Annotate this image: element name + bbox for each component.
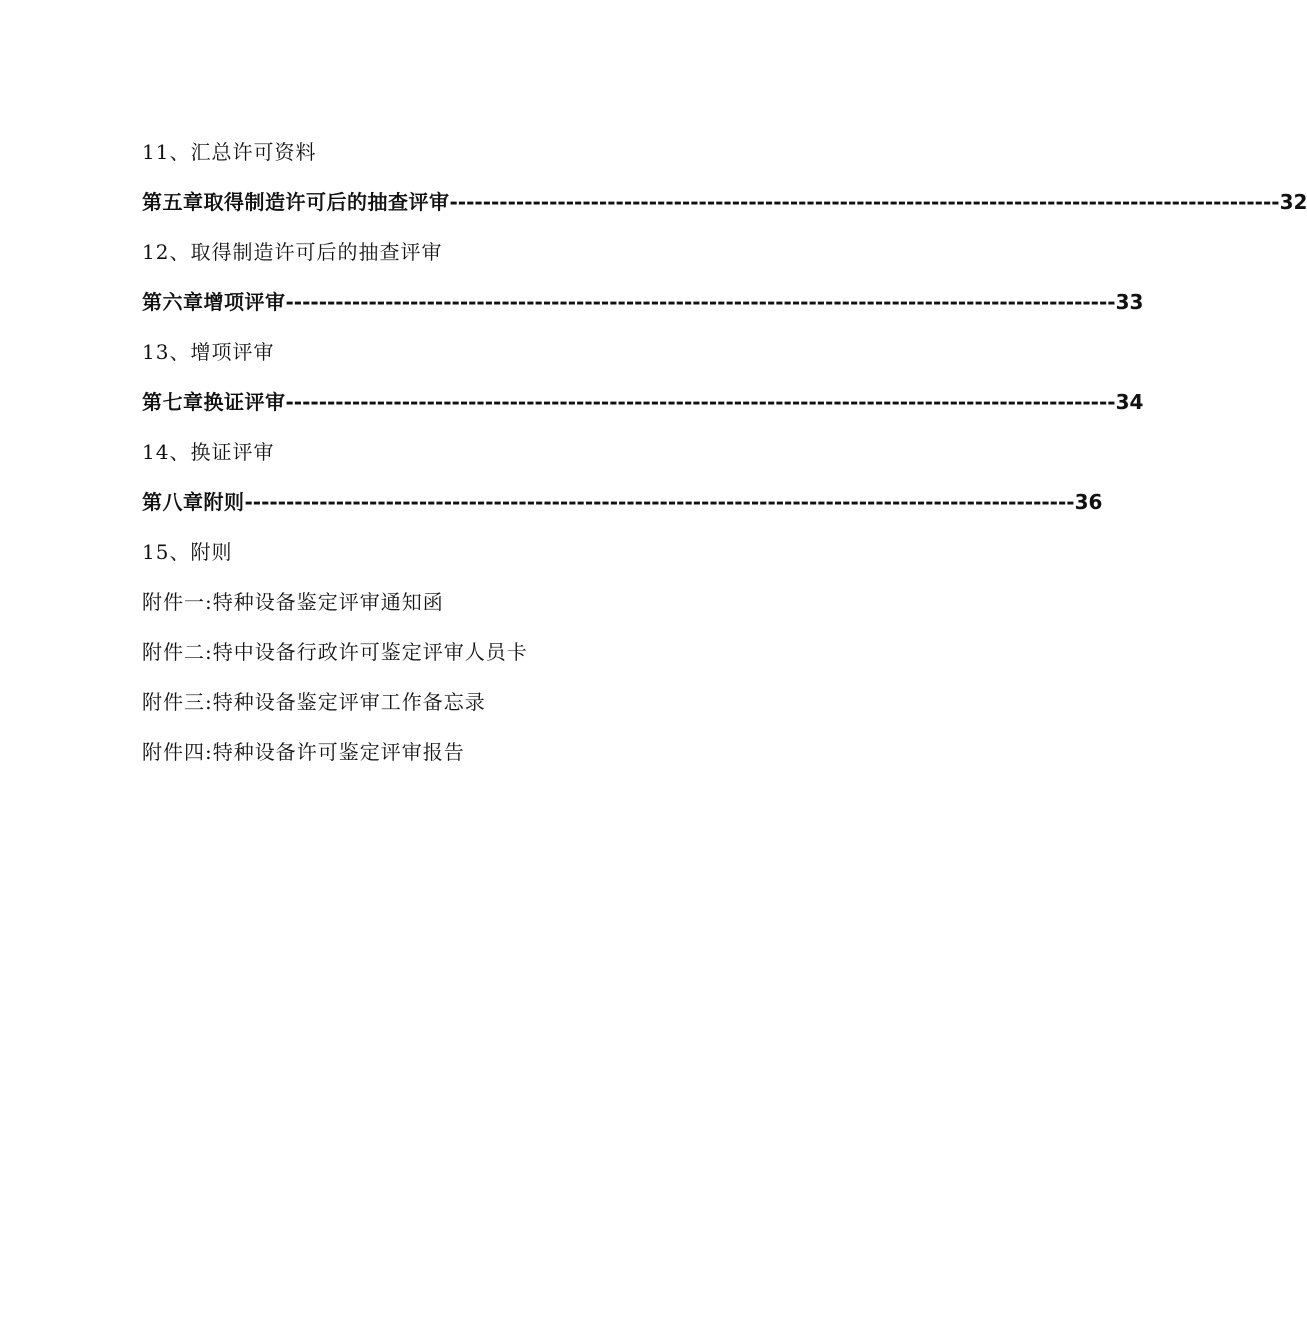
dot-leader: ---------------------------------------------------------------------------------------------------- (285, 290, 1116, 314)
chapter-page-number: 34 (1115, 390, 1144, 414)
dot-leader: ---------------------------------------------------------------------------------------------------- (244, 490, 1075, 514)
chapter-title: 附则 (203, 490, 245, 514)
dot-leader: ---------------------------------------------------------------------------------------------------- (285, 390, 1116, 414)
chapter-page-number: 36 (1074, 490, 1103, 514)
table-of-contents (142, 136, 1307, 786)
toc-chapter-5 (142, 186, 1307, 236)
chapter-label: 第五章 (142, 190, 204, 214)
toc-appendix-2: 附件二:特中设备行政许可鉴定评审人员卡 (142, 640, 528, 664)
toc-appendix-3: 附件三:特种设备鉴定评审工作备忘录 (142, 690, 486, 714)
toc-section-14: 14、换证评审 (142, 440, 275, 464)
toc-appendix-4: 附件四:特种设备许可鉴定评审报告 (142, 740, 465, 764)
chapter-title: 增项评审 (203, 290, 286, 314)
toc-chapter-6 (142, 286, 1144, 336)
chapter-label: 第八章 (142, 490, 204, 514)
chapter-label: 第六章 (142, 290, 204, 314)
chapter-label: 第七章 (142, 390, 204, 414)
toc-section-13: 13、增项评审 (142, 340, 275, 364)
toc-chapter-8 (142, 486, 1103, 536)
toc-section-12: 12、取得制造许可后的抽查评审 (142, 240, 443, 264)
chapter-page-number: 32 (1279, 190, 1307, 214)
dot-leader: ---------------------------------------------------------------------------------------------------- (449, 190, 1280, 214)
toc-appendix-1: 附件一:特种设备鉴定评审通知函 (142, 590, 444, 614)
chapter-page-number: 33 (1115, 290, 1144, 314)
toc-section-15: 15、附则 (142, 540, 233, 564)
toc-section-11: 11、汇总许可资料 (142, 140, 317, 164)
toc-chapter-7 (142, 386, 1144, 436)
chapter-title: 取得制造许可后的抽查评审 (203, 190, 450, 214)
chapter-title: 换证评审 (203, 390, 286, 414)
